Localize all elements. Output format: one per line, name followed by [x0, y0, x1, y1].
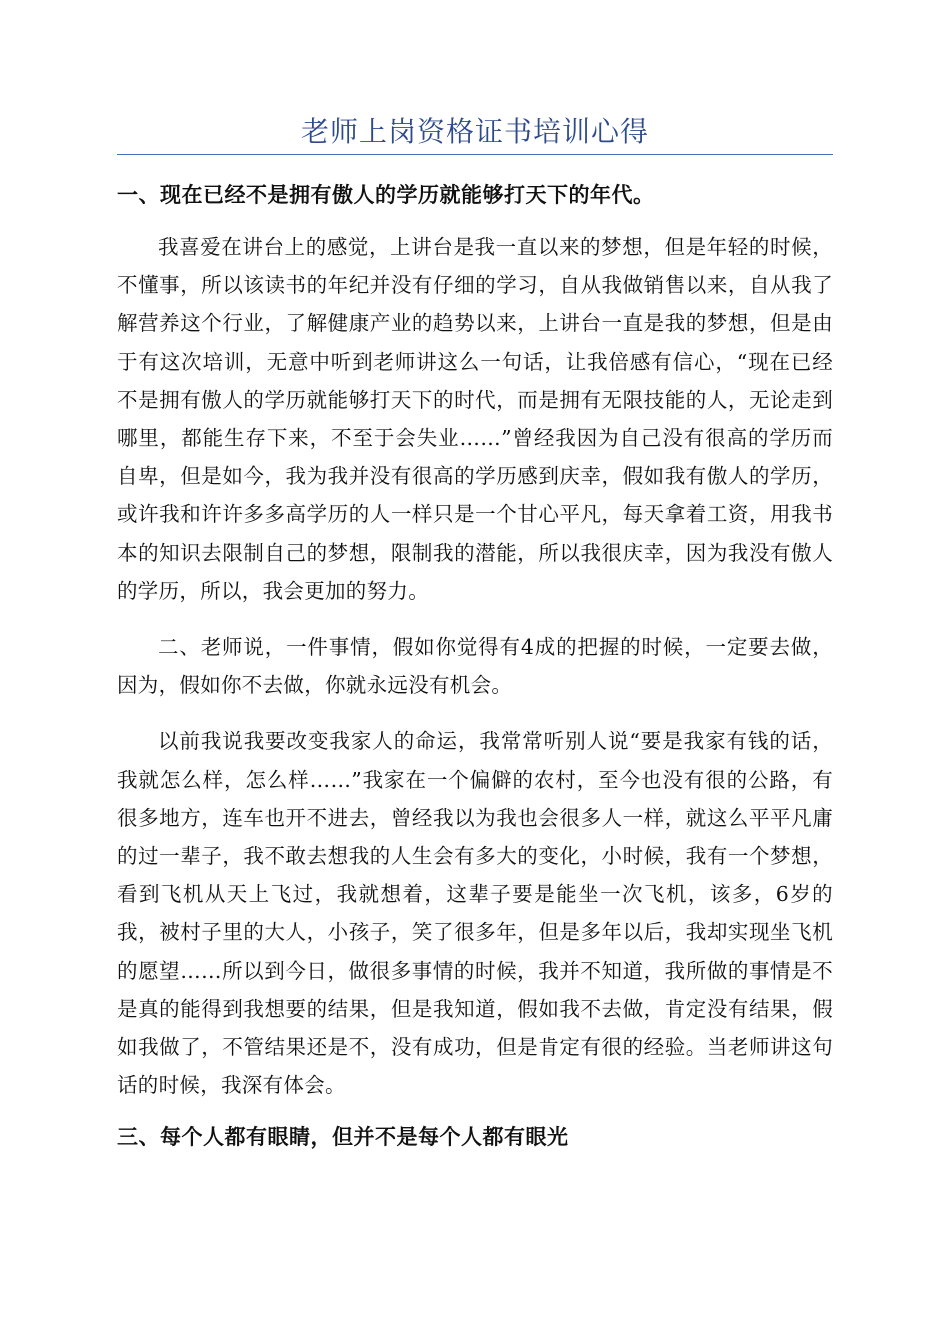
section-2-paragraph-1: 二、老师说，一件事情，假如你觉得有4成的把握的时候，一定要去做，因为，假如你不去做，你就永远没有机会。: [117, 635, 833, 698]
section-1-paragraph: 我喜爱在讲台上的感觉，上讲台是我一直以来的梦想，但是年轻的时候，不懂事，所以该读书的年纪并没有仔细的学习，自从我做销售以来，自从我了解营养这个行业，了解健康产业的趋势以来，上讲台一直是我的梦想，但是由于有这次培训，无意中听到老师讲这么一句话，让我倍感有信心，“现在已经不是拥有傲人的学历就能够打天下的时代，而是拥有无限技能的人，无论走到哪里，都能生存下来，不至于会失业……”曾经我因为自己没有很高的学历而自卑，但是如今，我为我并没有很高的学历感到庆幸，假如我有傲人的学历，或许我和许许多多高学历的人一样只是一个甘心平凡，每天拿着工资，用我书本的知识去限制自己的梦想，限制我的潜能，所以我很庆幸，因为我没有傲人的学历，所以，我会更加的努力。: [117, 235, 833, 603]
title-underline: [117, 154, 833, 155]
section-1-heading: 一、现在已经不是拥有傲人的学历就能够打天下的年代。: [117, 182, 655, 207]
spacer: [117, 214, 833, 228]
spacer: [117, 610, 833, 628]
section-3-heading: 三、每个人都有眼睛，但并不是每个人都有眼光: [117, 1124, 569, 1150]
document-title: 老师上岗资格证书培训心得: [300, 115, 649, 148]
section-2-paragraph-2: 以前我说我要改变我家人的命运，我常常听别人说“要是我家有钱的话，我就怎么样，怎么样……”我家在一个偏僻的农村，至今也没有很的公路，有很多地方，连车也开不进去，曾经我以为我也会很多人一样，就这么平平凡庸的过一辈子，我不敢去想我的人生会有多大的变化，小时候，我有一个梦想，看到飞机从天上飞过，我就想着，这辈子要是能坐一次飞机，该多，6岁的我，被村子里的大人，小孩子，笑了很多年，但是多年以后，我却实现坐飞机的愿望……所以到今日，做很多事情的时候，我并不知道，我所做的事情是不是真的能得到我想要的结果，但是我知道，假如我不去做，肯定没有结果，假如我做了，不管结果还是不，没有成功，但是肯定有很的经验。当老师讲这句话的时候，我深有体会。: [117, 729, 833, 1098]
spacer: [117, 704, 833, 722]
document-body: [117, 176, 833, 1156]
spacer: [117, 1104, 833, 1118]
